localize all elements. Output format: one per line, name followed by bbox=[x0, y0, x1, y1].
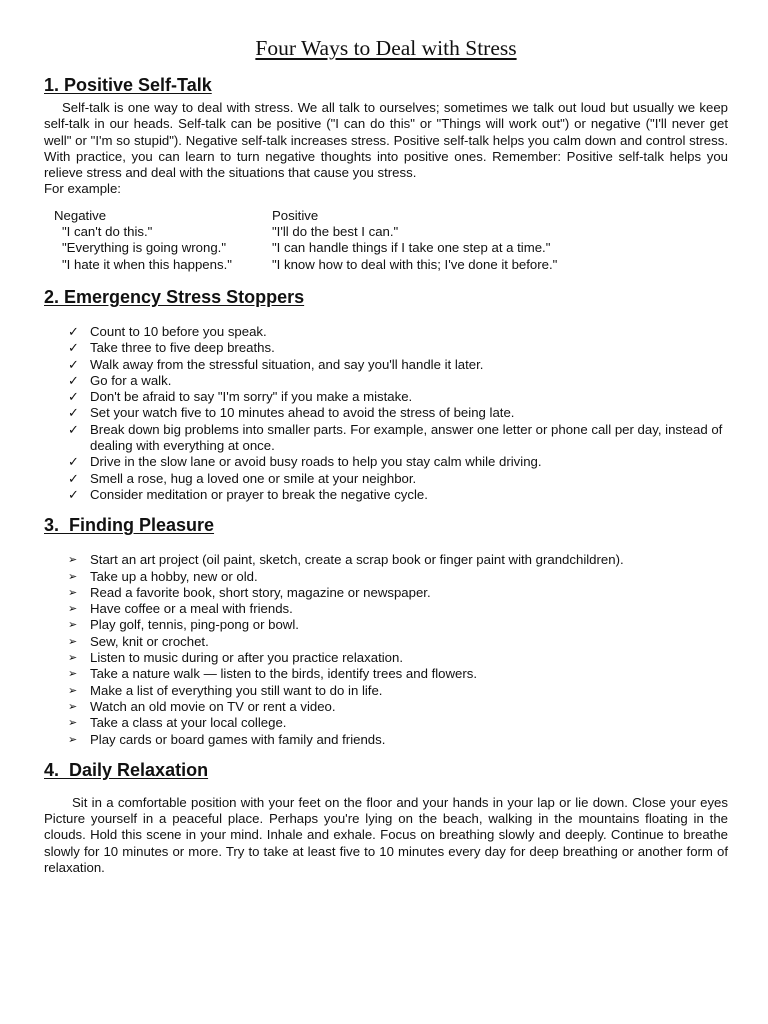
list-item bbox=[68, 585, 728, 601]
list-item bbox=[68, 699, 728, 715]
section-heading: 3. Finding Pleasure bbox=[44, 515, 215, 536]
list-item bbox=[68, 715, 728, 731]
list-item-text: Listen to music during or after you practice relaxation. bbox=[90, 650, 403, 666]
list-item bbox=[68, 373, 728, 389]
list-item-text: Don't be afraid to say "I'm sorry" if you make a mistake. bbox=[90, 389, 413, 405]
document-page bbox=[44, 36, 728, 876]
arrow-bullet-icon: ➢ bbox=[68, 603, 78, 616]
list-item-text: Smell a rose, hug a loved one or smile at your neighbor. bbox=[90, 470, 417, 486]
checkmark-icon: ✓ bbox=[68, 323, 79, 339]
arrow-bullet-icon: ➢ bbox=[68, 717, 78, 730]
list-item bbox=[68, 683, 728, 699]
list-item bbox=[68, 650, 728, 666]
checklist bbox=[44, 324, 728, 503]
list-item-text: Make a list of everything you still want to do in life. bbox=[90, 682, 383, 698]
list-item-text: Drive in the slow lane or avoid busy roads to help you stay calm while driving. bbox=[90, 454, 542, 470]
list-item bbox=[68, 732, 728, 748]
list-item bbox=[68, 405, 728, 421]
arrow-bullet-icon: ➢ bbox=[68, 635, 78, 648]
checkmark-icon: ✓ bbox=[68, 356, 79, 372]
list-item-text: Sew, knit or crochet. bbox=[90, 633, 209, 649]
checkmark-icon: ✓ bbox=[68, 486, 79, 502]
list-item bbox=[68, 666, 728, 682]
arrow-bullet-icon: ➢ bbox=[68, 554, 78, 567]
arrow-bullet-icon: ➢ bbox=[68, 570, 78, 583]
list-item bbox=[68, 552, 728, 568]
arrow-bullet-icon: ➢ bbox=[68, 586, 78, 599]
positive-example: "I can handle things if I take one step at a time." bbox=[272, 240, 551, 256]
checkmark-icon: ✓ bbox=[68, 372, 79, 388]
section-finding-pleasure bbox=[44, 515, 728, 748]
list-item-text: Take up a hobby, new or old. bbox=[90, 568, 258, 584]
arrow-bullet-icon: ➢ bbox=[68, 733, 78, 746]
list-item-text: Take a nature walk — listen to the birds, identify trees and flowers. bbox=[90, 666, 478, 682]
arrow-list bbox=[44, 552, 728, 748]
checkmark-icon: ✓ bbox=[68, 470, 79, 486]
checkmark-icon: ✓ bbox=[68, 340, 79, 356]
section-emergency-stress-stoppers bbox=[44, 287, 728, 503]
list-item bbox=[68, 324, 728, 340]
arrow-bullet-icon: ➢ bbox=[68, 619, 78, 632]
list-item-text: Play cards or board games with family and friends. bbox=[90, 731, 386, 747]
positive-header: Positive bbox=[272, 207, 319, 223]
list-item bbox=[68, 357, 728, 373]
section-heading: 1. Positive Self-Talk bbox=[44, 75, 212, 95]
list-item bbox=[68, 422, 728, 455]
list-item-text: Count to 10 before you speak. bbox=[90, 323, 267, 339]
negative-example: "I can't do this." bbox=[62, 224, 153, 240]
list-item bbox=[68, 389, 728, 405]
arrow-bullet-icon: ➢ bbox=[68, 668, 78, 681]
section-heading: 4. Daily Relaxation bbox=[44, 759, 209, 780]
list-item-text: Break down big problems into smaller parts. For example, answer one letter or phone call per day, instead of dealing with everything at once. bbox=[90, 421, 723, 454]
list-item-text: Walk away from the stressful situation, and say you'll handle it later. bbox=[90, 356, 484, 372]
arrow-bullet-icon: ➢ bbox=[68, 652, 78, 665]
positive-example: "I know how to deal with this; I've done it before." bbox=[272, 256, 558, 272]
list-item-text: Watch an old movie on TV or rent a video. bbox=[90, 698, 336, 714]
for-example-label: For example: bbox=[44, 181, 121, 197]
list-item-text: Take a class at your local college. bbox=[90, 715, 287, 731]
list-item bbox=[68, 454, 728, 470]
section-daily-relaxation bbox=[44, 760, 728, 876]
list-item-text: Read a favorite book, short story, magazine or newspaper. bbox=[90, 584, 431, 600]
list-item-text: Set your watch five to 10 minutes ahead to avoid the stress of being late. bbox=[90, 405, 515, 421]
list-item bbox=[68, 634, 728, 650]
list-item-text: Consider meditation or prayer to break the negative cycle. bbox=[90, 486, 428, 502]
arrow-bullet-icon: ➢ bbox=[68, 684, 78, 697]
section-positive-self-talk bbox=[44, 75, 728, 273]
checkmark-icon: ✓ bbox=[68, 405, 79, 421]
checkmark-icon: ✓ bbox=[68, 454, 79, 470]
negative-column bbox=[54, 208, 272, 273]
negative-header: Negative bbox=[54, 207, 107, 223]
checkmark-icon: ✓ bbox=[68, 421, 79, 437]
positive-example: "I'll do the best I can." bbox=[272, 224, 399, 240]
list-item-text: Play golf, tennis, ping-pong or bowl. bbox=[90, 617, 299, 633]
negative-example: "I hate it when this happens." bbox=[62, 256, 232, 272]
list-item bbox=[68, 601, 728, 617]
list-item bbox=[68, 617, 728, 633]
positive-column bbox=[272, 208, 728, 273]
examples-table bbox=[54, 208, 728, 273]
checkmark-icon: ✓ bbox=[68, 389, 79, 405]
list-item-text: Start an art project (oil paint, sketch, create a scrap book or finger paint with grandchildren). bbox=[90, 552, 624, 568]
section-heading: 2. Emergency Stress Stoppers bbox=[44, 286, 305, 307]
list-item-text: Go for a walk. bbox=[90, 372, 172, 388]
arrow-bullet-icon: ➢ bbox=[68, 700, 78, 713]
negative-example: "Everything is going wrong." bbox=[62, 240, 227, 256]
list-item bbox=[68, 569, 728, 585]
list-item bbox=[68, 340, 728, 356]
list-item-text: Take three to five deep breaths. bbox=[90, 340, 275, 356]
section-paragraph: Sit in a comfortable position with your feet on the floor and your hands in your lap or lie down. Close your eyes Picture yourself in a peaceful place. Perhaps you're lying on the beach, walking in the mountains floating in the clouds. Hold this scene in your mind. Inhale and exhale. Focus on breathing slowly and deeply. Continue to breathe slowly for 10 minutes or more. Try to take at least five to 10 minutes every day for deep breathing or another form of relaxation. bbox=[44, 794, 728, 875]
list-item-text: Have coffee or a meal with friends. bbox=[90, 601, 293, 617]
section-paragraph: Self-talk is one way to deal with stress. We all talk to ourselves; sometimes we talk out loud but usually we keep self-talk in our heads. Self-talk can be positive ("I can do this" or "Things will work out") or negative ("I'll never get well" or "I'm so stupid"). Negative self-talk increases stress. Positive self-talk helps you calm down and control stress. With practice, you can learn to turn negative thoughts into positive ones. Remember: Positive self-talk helps you relieve stress and deal with the situations that cause you stress. bbox=[44, 100, 728, 181]
list-item bbox=[68, 487, 728, 503]
page-title: Four Ways to Deal with Stress bbox=[255, 36, 517, 60]
list-item bbox=[68, 471, 728, 487]
